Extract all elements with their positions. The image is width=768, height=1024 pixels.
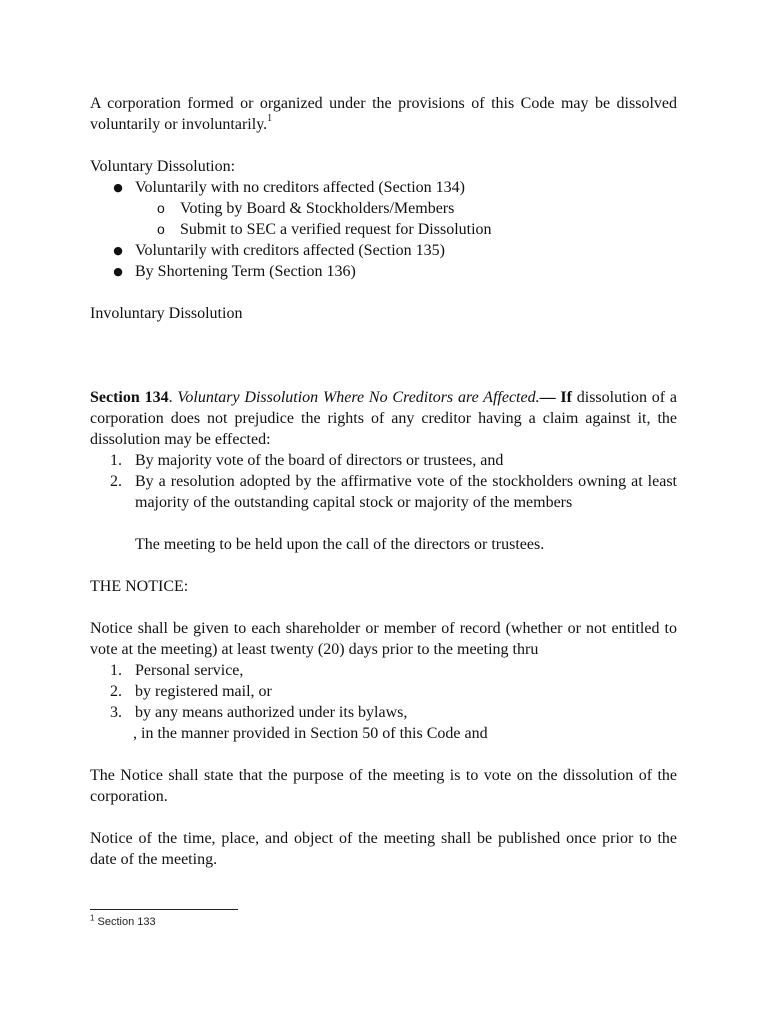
section-title: Voluntary Dissolution Where No Creditors are Affected. xyxy=(177,389,540,406)
voluntary-list xyxy=(90,177,677,198)
bullet-icon: ● xyxy=(113,244,123,257)
intro-text: A corporation formed or organized under the provisions of this Code may be dissolved voluntarily or involuntarily. xyxy=(90,95,677,133)
list-item xyxy=(90,240,677,261)
list-item-text: Personal service, xyxy=(135,662,244,679)
list-item xyxy=(90,660,677,681)
footnote-divider xyxy=(90,909,238,910)
list-number: 2. xyxy=(110,683,122,700)
list-item-text: By a resolution adopted by the affirmative vote of the stockholders owning at least majority of the outstanding capital stock or majority of the members xyxy=(135,473,677,511)
list-item-label: Voluntarily with creditors affected (Section 135) xyxy=(135,242,445,259)
sub-list-item xyxy=(90,219,677,240)
section-number: Section 134 xyxy=(90,389,169,406)
list-number: 1. xyxy=(110,662,122,679)
notice-heading: THE NOTICE: xyxy=(90,578,189,595)
sub-list-item xyxy=(90,198,677,219)
footnote xyxy=(90,915,156,929)
list-number: 1. xyxy=(110,452,122,469)
footnote-number: 1 xyxy=(90,913,95,923)
notice-publication: Notice of the time, place, and object of the meeting shall be published once prior to the date of the meeting. xyxy=(90,830,677,868)
section-title-dash: — If xyxy=(539,389,572,406)
intro-paragraph xyxy=(90,93,677,135)
voluntary-sublist xyxy=(90,198,677,240)
voluntary-heading: Voluntary Dissolution: xyxy=(90,158,236,175)
footnote-reference[interactable]: 1 xyxy=(267,112,273,124)
footnote-text: Section 133 xyxy=(97,916,156,928)
involuntary-heading: Involuntary Dissolution xyxy=(90,305,243,322)
notice-list xyxy=(90,660,677,723)
list-item xyxy=(90,471,677,513)
sub-list-item-label: Submit to SEC a verified request for Dissolution xyxy=(180,221,492,238)
meeting-note: The meeting to be held upon the call of the directors or trustees. xyxy=(135,536,545,553)
list-item-text: By majority vote of the board of directors or trustees, and xyxy=(135,452,504,469)
bullet-icon: ● xyxy=(113,265,123,278)
notice-intro: Notice shall be given to each shareholder or member of record (whether or not entitled to vote at the meeting) at least twenty (20) days prior to the meeting thru xyxy=(90,620,677,658)
list-item xyxy=(90,681,677,702)
hollow-bullet-icon: o xyxy=(157,221,165,237)
notice-purpose: The Notice shall state that the purpose of the meeting is to vote on the dissolution of the corporation. xyxy=(90,767,677,805)
list-number: 2. xyxy=(110,473,122,490)
document-page xyxy=(90,93,677,870)
list-item-label: By Shortening Term (Section 136) xyxy=(135,263,356,280)
section-134-list xyxy=(90,450,677,513)
hollow-bullet-icon: o xyxy=(157,200,165,216)
list-item xyxy=(90,450,677,471)
section-number-period: . xyxy=(168,389,173,406)
voluntary-list-continued xyxy=(90,240,677,282)
list-item xyxy=(90,702,677,723)
notice-continuation: , in the manner provided in Section 50 of this Code and xyxy=(133,725,488,742)
sub-list-item-label: Voting by Board & Stockholders/Members xyxy=(180,200,455,217)
bullet-icon: ● xyxy=(113,181,123,194)
section-134-paragraph xyxy=(90,387,677,450)
list-item-text: by registered mail, or xyxy=(135,683,272,700)
section-body: dissolution of a corporation does not prejudice the rights of any creditor having a claim against it, the dissolution may be effected: xyxy=(90,389,678,448)
list-item-text: by any means authorized under its bylaws, xyxy=(135,704,408,721)
list-item xyxy=(90,261,677,282)
list-item xyxy=(90,177,677,198)
list-number: 3. xyxy=(110,704,122,721)
list-item-label: Voluntarily with no creditors affected (Section 134) xyxy=(135,179,465,196)
